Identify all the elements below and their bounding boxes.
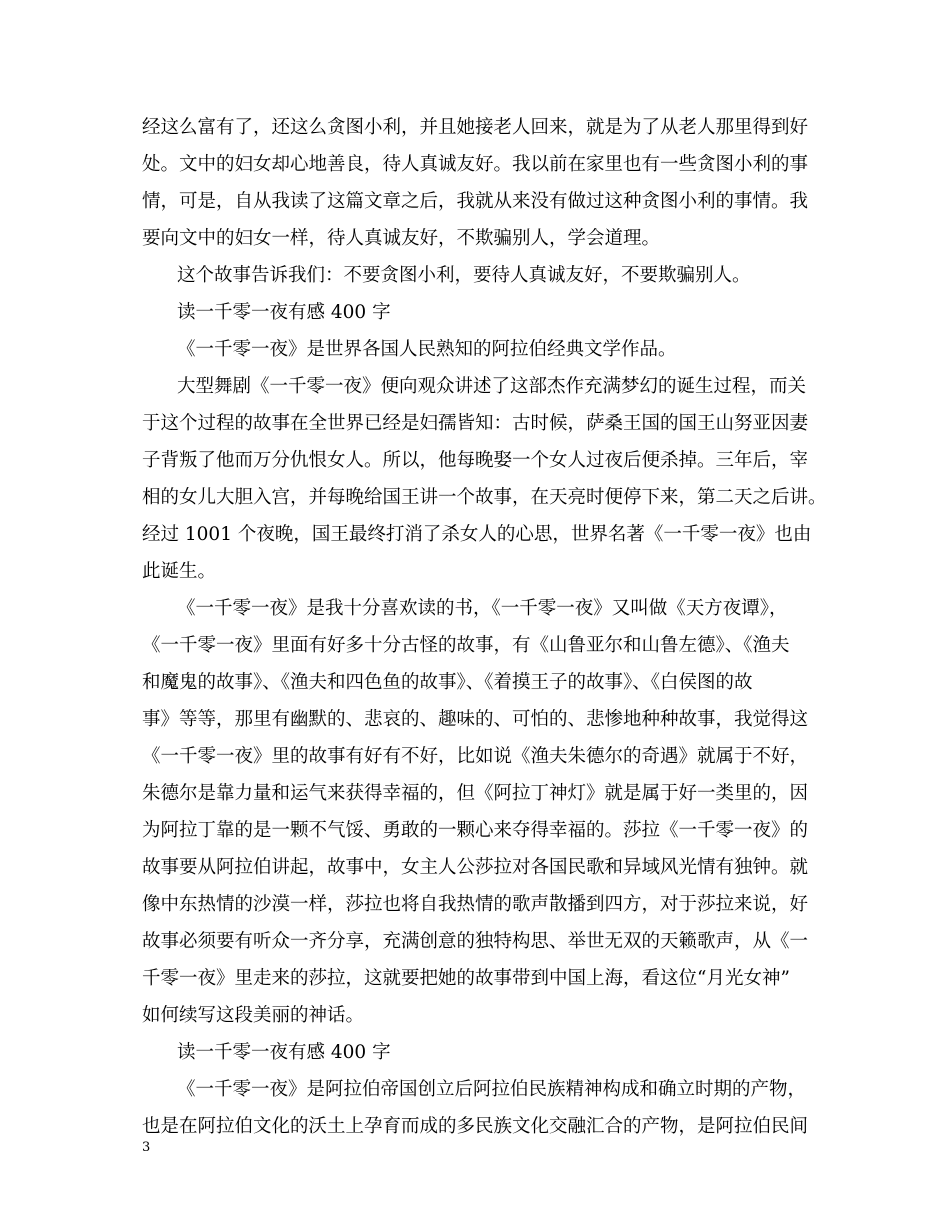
- body-text-line: 大型舞剧《一千零一夜》便向观众讲述了这部杰作充满梦幻的诞生过程，而关: [177, 376, 807, 397]
- page-number: 3: [142, 1140, 151, 1155]
- body-text-line: 为阿拉丁靠的是一颗不气馁、勇敢的一颗心来夺得幸福的。莎拉《一千零一夜》的: [142, 820, 809, 841]
- body-text-line: 朱德尔是靠力量和运气来获得幸福的，但《阿拉丁神灯》就是属于好一类里的，因: [142, 783, 809, 804]
- section-heading: 读一千零一夜有感 400 字: [177, 1042, 391, 1063]
- body-text-line: 《一千零一夜》是阿拉伯帝国创立后阿拉伯民族精神构成和确立时期的产物，: [177, 1079, 807, 1100]
- body-text-line: 经这么富有了，还这么贪图小利，并且她接老人回来，就是为了从老人那里得到好: [142, 117, 809, 138]
- body-text-line: 相的女儿大胆入宫，并每晚给国王讲一个故事，在天亮时便停下来，第二天之后讲。: [142, 487, 827, 508]
- body-text-line: 于这个过程的故事在全世界已经是妇孺皆知：古时候，萨桑王国的国王山努亚因妻: [142, 413, 809, 434]
- body-text-line: 处。文中的妇女却心地善良，待人真诚友好。我以前在家里也有一些贪图小利的事: [142, 154, 809, 175]
- body-text-line: 此诞生。: [142, 561, 217, 582]
- body-text-line: 要向文中的妇女一样，待人真诚友好，不欺骗别人，学会道理。: [142, 228, 661, 249]
- body-text-line: 也是在阿拉伯文化的沃土上孕育而成的多民族文化交融汇合的产物，是阿拉伯民间: [142, 1116, 809, 1137]
- body-text-line: 《一千零一夜》是世界各国人民熟知的阿拉伯经典文学作品。: [177, 339, 677, 360]
- body-text-line: 《一千零一夜》里的故事有好有不好，比如说《渔夫朱德尔的奇遇》就属于不好，: [142, 746, 809, 767]
- body-text-line: 《一千零一夜》是我十分喜欢读的书，《一千零一夜》又叫做《天方夜谭》，: [177, 598, 788, 619]
- body-text-line: 经过 1001 个夜晚，国王最终打消了杀女人的心思，世界名著《一千零一夜》也由: [142, 524, 812, 545]
- body-text-line: 如何续写这段美丽的神话。: [142, 1005, 365, 1026]
- body-text-line: 这个故事告诉我们：不要贪图小利，要待人真诚友好，不要欺骗别人。: [177, 265, 751, 286]
- body-text-line: 千零一夜》里走来的莎拉，这就要把她的故事带到中国上海，看这位“月光女神”: [142, 968, 790, 989]
- body-text-line: 故事必须要有听众一齐分享，充满创意的独特构思、举世无双的天籁歌声，从《一: [142, 931, 809, 952]
- body-text-line: 事》等等，那里有幽默的、悲哀的、趣味的、可怕的、悲惨地种种故事，我觉得这: [142, 709, 809, 730]
- body-text-line: 子背叛了他而万分仇恨女人。所以，他每晚娶一个女人过夜后便杀掉。三年后，宰: [142, 450, 809, 471]
- section-heading: 读一千零一夜有感 400 字: [177, 302, 391, 323]
- body-text-line: 故事要从阿拉伯讲起，故事中，女主人公莎拉对各国民歌和异域风光情有独钟。就: [142, 857, 809, 878]
- body-text-line: 像中东热情的沙漠一样，莎拉也将自我热情的歌声散播到四方，对于莎拉来说，好: [142, 894, 809, 915]
- body-text-line: 和魔鬼的故事》、《渔夫和四色鱼的故事》、《着摸王子的故事》、《白侯图的故: [142, 672, 753, 693]
- body-text-line: 情，可是，自从我读了这篇文章之后，我就从来没有做过这种贪图小利的事情。我: [142, 191, 809, 212]
- body-text-line: 《一千零一夜》里面有好多十分古怪的故事，有《山鲁亚尔和山鲁左德》、《渔夫: [142, 635, 790, 656]
